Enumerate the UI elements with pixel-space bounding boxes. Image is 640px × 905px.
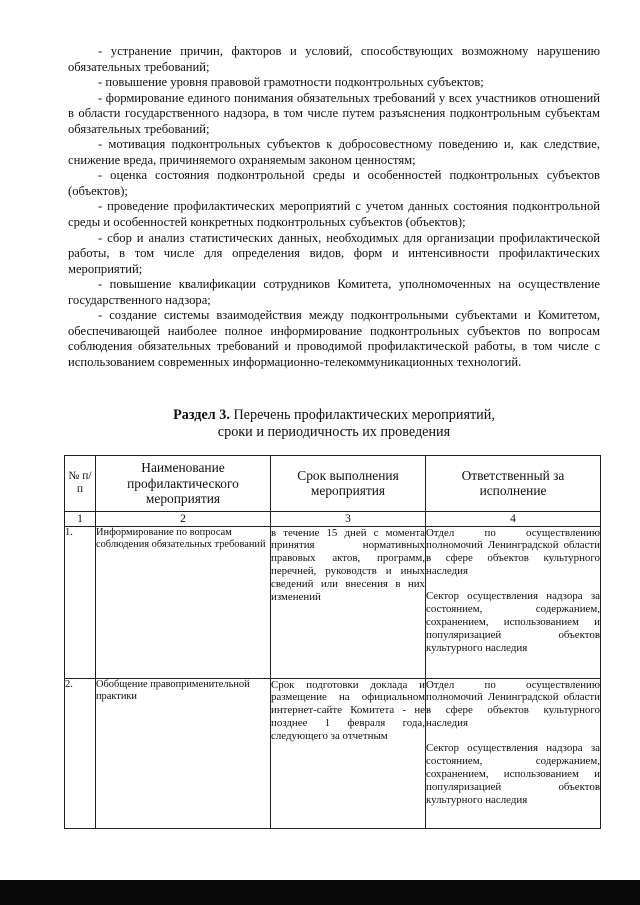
goals-list xyxy=(68,44,600,370)
responsible-sector: Сектор осуществления надзора за состоянием, содержанием, сохранением, использованием и популяризацией объектов культурного наследия xyxy=(426,742,600,806)
table-header-row xyxy=(65,456,601,512)
row-deadline: в течение 15 дней с момента принятия нормативных правовых актов, программ, перечней, руководств и иных сведений или внесения в них изменений xyxy=(271,526,426,678)
section-title-line2: сроки и периодичность их проведения xyxy=(217,424,451,440)
header-num: № п/п xyxy=(65,456,96,512)
table-row xyxy=(65,678,601,828)
responsible-sector: Сектор осуществления надзора за состоянием, содержанием, сохранением, использованием и популяризацией объектов культурного наследия xyxy=(426,590,600,654)
section-label: Раздел 3. xyxy=(173,407,230,423)
goal-item: - повышение квалификации сотрудников Комитета, уполномоченных на осуществление государственного надзора; xyxy=(68,277,600,307)
column-number: 3 xyxy=(271,511,426,526)
row-responsible xyxy=(426,678,601,828)
goal-item: - повышение уровня правовой грамотности подконтрольных субъектов; xyxy=(98,75,484,90)
goal-item: - проведение профилактических мероприятий с учетом данных состояния подконтрольной среды и особенностей конкретных подконтрольных субъектов (объектов); xyxy=(68,199,600,230)
row-responsible xyxy=(426,526,601,678)
row-deadline: Срок подготовки доклада и размещение на официальном интернет-сайте Комитета - не позднее 1 февраля года, следующего за отчетным xyxy=(271,678,426,828)
row-number: 2. xyxy=(65,678,96,828)
column-number: 4 xyxy=(426,511,601,526)
goal-item: - создание системы взаимодействия между подконтрольными субъектами и Комитетом, обеспечивающей наиболее полное информирование подконтрольных субъектов по вопросам соблюдения обязательных требований и проводимой профилактической работы, в том числе с использованием современных информационно-телекоммуникационных технологий. xyxy=(68,308,600,369)
goal-item: - оценка состояния подконтрольной среды и особенностей подконтрольных субъектов (объектов); xyxy=(68,168,600,198)
row-number: 1. xyxy=(65,526,96,678)
row-name: Информирование по вопросам соблюдения обязательных требований xyxy=(96,526,271,678)
column-number: 2 xyxy=(96,511,271,526)
header-deadline: Срок выполнения мероприятия xyxy=(271,456,426,512)
header-responsible: Ответственный за исполнение xyxy=(426,456,601,512)
goal-item: - устранение причин, факторов и условий, способствующих возможному нарушению обязательных требований; xyxy=(68,44,600,74)
section-heading xyxy=(68,407,600,441)
responsible-dept: Отдел по осуществлению полномочий Ленинградской области в сфере объектов культурного наследия xyxy=(426,678,600,730)
row-name: Обобщение правоприменительной практики xyxy=(96,678,271,828)
scan-border xyxy=(0,880,640,905)
section-title: Перечень профилактических мероприятий, xyxy=(229,407,495,423)
measures-table xyxy=(64,455,601,829)
goal-item: - мотивация подконтрольных субъектов к добросовестному поведению и, как следствие, снижение вреда, причиняемого охраняемым законом ценностям; xyxy=(68,137,600,167)
column-number: 1 xyxy=(65,511,96,526)
header-name: Наименование профилактического мероприятия xyxy=(96,456,271,512)
responsible-dept: Отдел по осуществлению полномочий Ленинградской области в сфере объектов культурного наследия xyxy=(426,526,600,578)
column-number-row xyxy=(65,511,601,526)
goal-item: - сбор и анализ статистических данных, необходимых для организации профилактической работы, в том числе для определения видов, форм и интенсивности профилактических мероприятий; xyxy=(68,230,600,276)
goal-item: - формирование единого понимания обязательных требований у всех участников отношений в области государственного надзора, в том числе путем разъяснения подконтрольным субъектам обязательных требований; xyxy=(68,90,600,136)
table-row xyxy=(65,526,601,678)
